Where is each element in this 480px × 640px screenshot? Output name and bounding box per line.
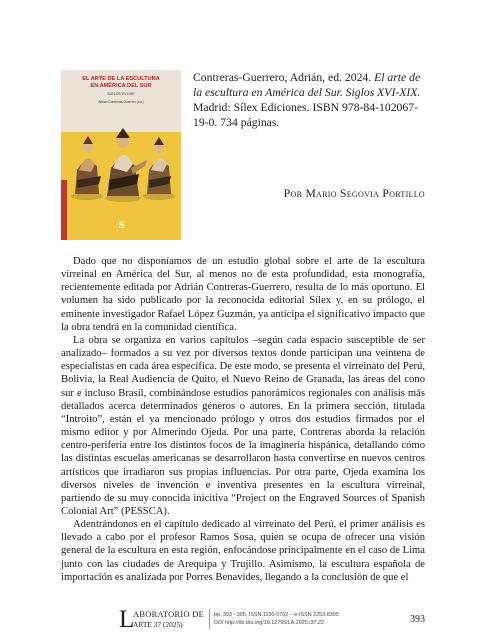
citation-author: Contreras-Guerrero, Adrián, ed. 2024.: [193, 71, 372, 84]
cover-subtitle: SIGLOS XVI-XIX: [107, 92, 135, 96]
footer-metadata: [214, 611, 339, 627]
journal-volume: ARTE 37 (2025): [133, 620, 183, 629]
body-paragraph-1: Dado que no disponíamos de un estudio global sobre el arte de la escultura virreinal en América del Sur, al menos no de esta profundidad, esta monografía, recientemente editada por Adrián Contreras-Guerrero, resulta de lo más oportuno. El volumen ha sido publicado por la reconocida editorial Sílex y, en su prólogo, el eminente investigador Rafael López Guzmán, ya anticipa el significativo impacto que la obra tendrá en la comunidad científica.: [61, 256, 425, 333]
cover-title: [73, 76, 169, 90]
cover-authors: Adrián Contreras-Guerrero (ed.): [98, 100, 144, 104]
cover-title-line-1: EL ARTE DE LA ESCULTURA: [82, 76, 160, 82]
footer-doi-line: DOI http://dx.doi.org/10.12795/LA.2025.i37.22: [214, 620, 324, 626]
body-paragraph-2: La obra se organiza en varios capítulos –según cada espacio susceptible de ser analizado– formados a su vez por diversos textos donde participan una veintena de especialistas en cada área específica. De este modo, se presenta el virreinato del Perú, Bolivia, la Real Audiencia de Quito, el Nuevo Reino de Granada, las áreas del cono sur e incluso Brasil, combinándose estudios panorámicos regionales con análisis más detallados acerca determinados géneros o autores. En la primera sección, titulada “Introito”, están el ya mencionado prólogo y otros dos estudios firmados por el mismo editor y por Almerindo Ojeda. Por una parte, Contreras aborda la relación centro-periferia entre los distintos focos de la imaginería hispánica, detallando cómo las distintas escuelas americanas se desarrollaron hasta convertirse en nuevos centros artísticos que irradiaron sus propias influencias. Por otra parte, Ojeda examina los diversos niveles de invención e inventiva presentes en la escultura virreinal, partiendo de su muy conocida inicitiva “Project on the Engraved Sources of Spanish Colonial Art” (PESSCA).: [61, 334, 425, 517]
review-byline: Por Mario Segovia Portillo: [283, 187, 425, 200]
body-paragraph-3: Adentrándonos en el capítulo dedicado al virreinato del Perú, el primer análisis es llevado a cabo por el profesor Ramos Sosa, quien se ocupa de ofrecer una visión general de la escultura en esta región, enfocándose principalmente en el caso de Lima junto con las ciudades de Arequipa y Trujillo. Asimismo, la escultura española de importación es analizada por Porres Benavides, llegando a la conclusión de que el: [61, 519, 425, 583]
sculpture-center: [105, 128, 147, 202]
citation-book-title: El arte de la escultura en América del Sur. Siglos XVI-XIX.: [193, 71, 421, 99]
page-footer: [61, 606, 425, 634]
sculpture-right: [143, 137, 175, 200]
page-number: 393: [410, 614, 425, 625]
publisher-logo: S: [118, 219, 125, 231]
journal-name: ABORATORIO DE: [133, 610, 204, 619]
sculpture-left: [71, 136, 103, 200]
cover-spine-strip: [61, 180, 67, 240]
cover-title-line-2: EN AMÉRICA DEL SUR: [90, 82, 152, 89]
journal-logo: [119, 606, 205, 632]
footer-issn-line: pp. 393 - 395, ISSN 1130-5762 – e-ISSN 2253-8305: [214, 612, 339, 618]
footer-divider: [209, 609, 210, 629]
citation-details: Madrid: Sílex Ediciones. ISBN 978-84-102067-19-0. 734 páginas.: [193, 101, 418, 129]
book-cover-image: [61, 70, 181, 240]
journal-logo-mark: L: [119, 606, 135, 633]
review-body: [61, 255, 425, 584]
cover-sculptures-illustration: [61, 110, 181, 210]
book-citation: [193, 70, 425, 130]
